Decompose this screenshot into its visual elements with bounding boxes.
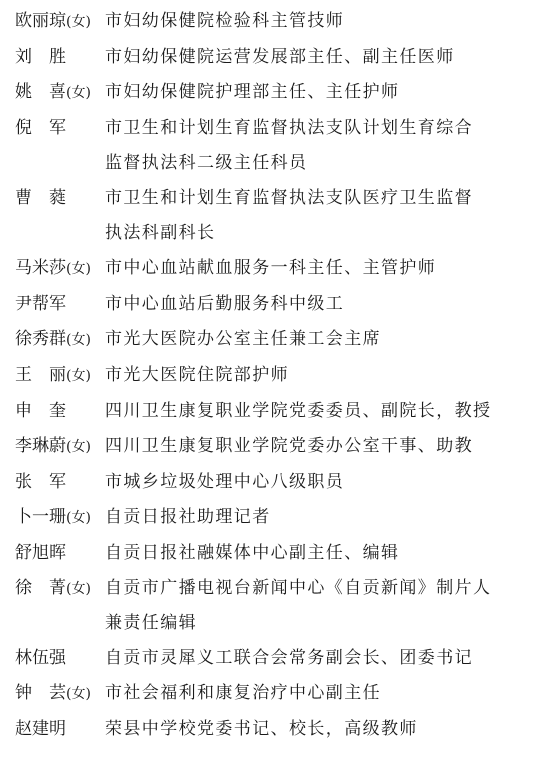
position-line: 监督执法科二级主任科员: [105, 153, 308, 173]
list-item: [0, 571, 539, 641]
name-text: 马米莎: [15, 258, 66, 278]
name-text: 申 奎: [15, 401, 66, 421]
position-line: 四川卫生康复职业学院党委办公室干事、助教: [105, 436, 473, 456]
gender-note: (女): [66, 85, 91, 101]
position-line: 市中心血站献血服务一科主任、主管护师: [105, 258, 437, 278]
position-line: 市妇幼保健院护理部主任、主任护师: [105, 82, 400, 102]
list-item: [0, 111, 539, 181]
gender-note: (女): [66, 332, 91, 348]
list-item: [0, 394, 539, 429]
person-name: [0, 75, 105, 111]
person-name: [0, 251, 105, 287]
position-description: [105, 641, 539, 676]
gender-note: (女): [66, 261, 91, 277]
position-description: [105, 4, 539, 39]
person-name: [0, 536, 105, 571]
name-text: 欧丽琼: [15, 11, 66, 31]
position-line: 市中心血站后勤服务科中级工: [105, 294, 345, 314]
position-description: [105, 571, 539, 641]
position-line: 荣县中学校党委书记、校长，高级教师: [105, 719, 418, 739]
position-description: [105, 394, 539, 429]
person-name: [0, 712, 105, 747]
gender-note: (女): [66, 581, 91, 597]
list-item: [0, 641, 539, 676]
person-name: [0, 40, 105, 75]
person-name: [0, 429, 105, 465]
name-text: 赵建明: [15, 719, 66, 739]
position-line: 市光大医院住院部护师: [105, 365, 289, 385]
list-item: [0, 181, 539, 251]
list-item: [0, 40, 539, 75]
name-text: 张 军: [15, 472, 66, 492]
position-description: [105, 712, 539, 747]
position-description: [105, 287, 539, 322]
name-text: 倪 军: [15, 118, 66, 138]
gender-note: (女): [66, 368, 91, 384]
person-name: [0, 641, 105, 676]
position-description: [105, 111, 539, 181]
name-text: 徐秀群: [15, 329, 66, 349]
position-line: 自贡日报社融媒体中心副主任、编辑: [105, 543, 400, 563]
position-description: [105, 322, 539, 357]
person-name: [0, 500, 105, 536]
name-text: 卜一珊: [15, 507, 66, 527]
position-description: [105, 75, 539, 110]
name-text: 李琳蔚: [15, 436, 66, 456]
name-text: 尹帮军: [15, 294, 66, 314]
person-name: [0, 181, 105, 216]
position-line: 四川卫生康复职业学院党委委员、副院长，教授: [105, 401, 492, 421]
name-text: 舒旭晖: [15, 543, 66, 563]
position-line: 市卫生和计划生育监督执法支队计划生育综合: [105, 118, 473, 138]
list-item: [0, 322, 539, 358]
name-text: 刘 胜: [15, 47, 66, 67]
gender-note: (女): [66, 686, 91, 702]
list-item: [0, 4, 539, 40]
position-line: 自贡市广播电视台新闻中心《自贡新闻》制片人: [105, 578, 492, 598]
position-line: 市妇幼保健院运营发展部主任、副主任医师: [105, 47, 455, 67]
person-name: [0, 358, 105, 394]
list-item: [0, 251, 539, 287]
list-item: [0, 358, 539, 394]
list-item: [0, 712, 539, 747]
position-description: [105, 536, 539, 571]
person-name: [0, 287, 105, 322]
position-line: 市妇幼保健院检验科主管技师: [105, 11, 345, 31]
position-description: [105, 500, 539, 535]
list-item: [0, 287, 539, 322]
list-item: [0, 500, 539, 536]
list-item: [0, 536, 539, 571]
position-line: 兼责任编辑: [105, 613, 197, 633]
award-list: [0, 4, 539, 747]
position-description: [105, 40, 539, 75]
person-name: [0, 4, 105, 40]
position-line: 自贡市灵犀义工联合会常务副会长、团委书记: [105, 648, 473, 668]
list-item: [0, 676, 539, 712]
person-name: [0, 322, 105, 358]
name-text: 钟 芸: [15, 683, 66, 703]
name-text: 林伍强: [15, 648, 66, 668]
position-description: [105, 676, 539, 711]
gender-note: (女): [66, 510, 91, 526]
person-name: [0, 465, 105, 500]
name-text: 曹 蕤: [15, 188, 66, 208]
position-line: 市社会福利和康复治疗中心副主任: [105, 683, 381, 703]
position-description: [105, 251, 539, 286]
name-text: 王 丽: [15, 365, 66, 385]
list-item: [0, 75, 539, 111]
person-name: [0, 571, 105, 607]
name-text: 徐 菁: [15, 578, 66, 598]
name-text: 姚 喜: [15, 82, 66, 102]
position-description: [105, 429, 539, 464]
person-name: [0, 676, 105, 712]
gender-note: (女): [66, 439, 91, 455]
person-name: [0, 394, 105, 429]
position-line: 执法科副科长: [105, 223, 216, 243]
gender-note: (女): [66, 14, 91, 30]
position-line: 市卫生和计划生育监督执法支队医疗卫生监督: [105, 188, 473, 208]
position-description: [105, 181, 539, 251]
list-item: [0, 429, 539, 465]
list-item: [0, 465, 539, 500]
position-description: [105, 358, 539, 393]
position-description: [105, 465, 539, 500]
position-line: 市光大医院办公室主任兼工会主席: [105, 329, 381, 349]
position-line: 市城乡垃圾处理中心八级职员: [105, 472, 345, 492]
position-line: 自贡日报社助理记者: [105, 507, 271, 527]
person-name: [0, 111, 105, 146]
